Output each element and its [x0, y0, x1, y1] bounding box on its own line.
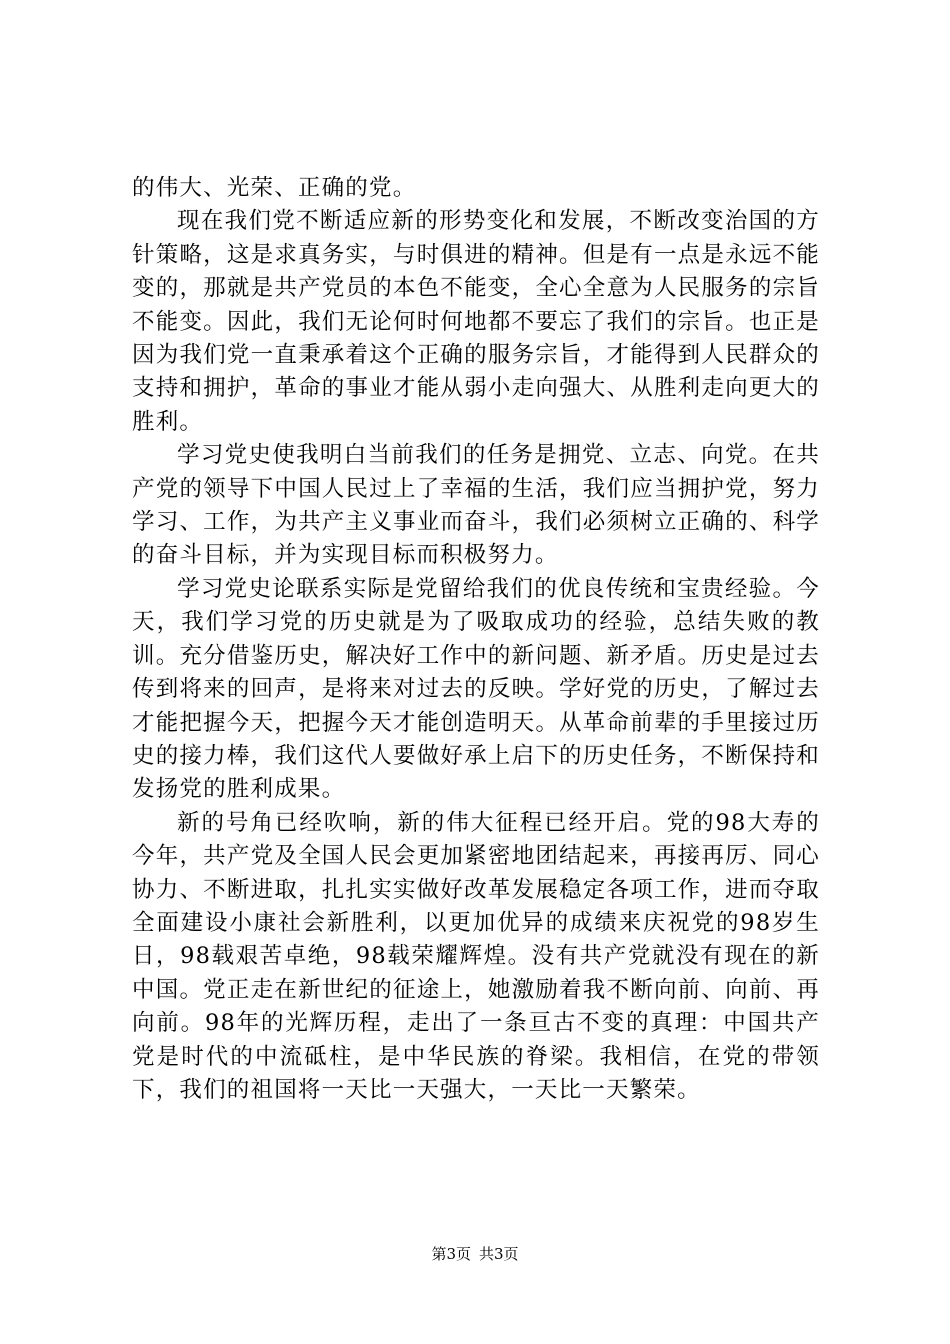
paragraph: 学习党史使我明白当前我们的任务是拥党、立志、向党。在共产党的领导下中国人民过上了幸福的生活，我们应当拥护党，努力学习、工作，为共产主义事业而奋斗，我们必须树立正确的、科学的奋斗目标，并为实现目标而积极努力。	[132, 442, 820, 569]
paragraph: 学习党史论联系实际是党留给我们的优良传统和宝贵经验。今天，我们学习党的历史就是为了吸取成功的经验，总结失败的教训。充分借鉴历史，解决好工作中的新问题、新矛盾。历史是过去传到将来的回声，是将来对过去的反映。学好党的历史，了解过去才能把握今天，把握今天才能创造明天。从革命前辈的手里接过历史的接力棒，我们这代人要做好承上启下的历史任务，不断保持和发扬党的胜利成果。	[132, 575, 820, 803]
paragraph: 新的号角已经吹响，新的伟大征程已经开启。党的98大寿的今年，共产党及全国人民会更加紧密地团结起来，再接再厉、同心协力、不断进取，扎扎实实做好改革发展稳定各项工作，进而夺取全面建设小康社会新胜利，以更加优异的成绩来庆祝党的98岁生日，98载艰苦卓绝，98载荣耀辉煌。没有共产党就没有现在的新中国。党正走在新世纪的征途上，她激励着我不断向前、向前、再向前。98年的光辉历程，走出了一条亘古不变的真理：中国共产党是时代的中流砥柱，是中华民族的脊梁。我相信，在党的带领下，我们的祖国将一天比一天强大，一天比一天繁荣。	[132, 809, 820, 1103]
paragraph-continued: 的伟大、光荣、正确的党。	[132, 175, 417, 201]
page-footer	[0, 1244, 950, 1264]
document-body	[132, 172, 820, 1107]
page-number: 第3页	[431, 1245, 471, 1263]
page-total: 共3页	[479, 1245, 519, 1263]
paragraph: 现在我们党不断适应新的形势变化和发展，不断改变治国的方针策略，这是求真务实，与时俱进的精神。但是有一点是永远不能变的，那就是共产党员的本色不能变，全心全意为人民服务的宗旨不能变。因此，我们无论何时何地都不要忘了我们的宗旨。也正是因为我们党一直秉承着这个正确的服务宗旨，才能得到人民群众的支持和拥护，革命的事业才能从弱小走向强大、从胜利走向更大的胜利。	[132, 208, 820, 435]
